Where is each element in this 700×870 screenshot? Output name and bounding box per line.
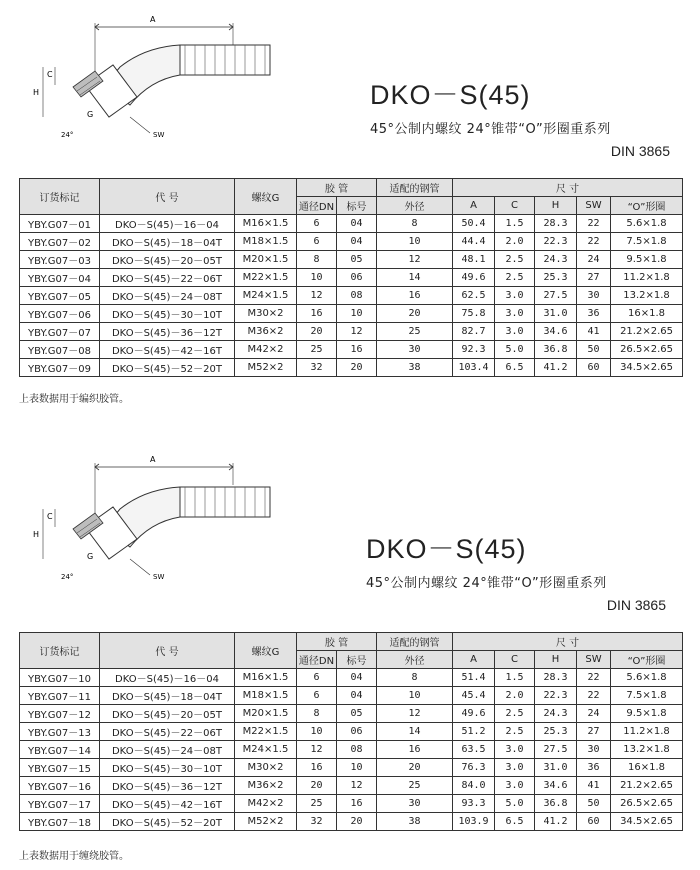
order-cell: YBY.G07－06: [20, 305, 100, 323]
hose-mark-cell: 12: [337, 777, 377, 795]
hose-mark-cell: 04: [337, 669, 377, 687]
pipe-od-cell: 38: [377, 359, 453, 377]
header-o-ring: “O”形圈: [611, 197, 683, 215]
pipe-od-cell: 20: [377, 305, 453, 323]
thread-cell: M52×2: [235, 813, 297, 831]
thread-cell: M20×1.5: [235, 251, 297, 269]
dim-a-cell: 51.2: [453, 723, 495, 741]
dim-h-cell: 24.3: [535, 705, 577, 723]
table-row: [20, 233, 683, 251]
dim-sw-cell: 60: [577, 359, 611, 377]
dim-label-sw: SW: [153, 131, 165, 139]
pipe-od-cell: 10: [377, 687, 453, 705]
dim-a-cell: 50.4: [453, 215, 495, 233]
dim-a-cell: 93.3: [453, 795, 495, 813]
hose-dn-cell: 6: [297, 669, 337, 687]
hose-dn-cell: 12: [297, 287, 337, 305]
dim-h-cell: 36.8: [535, 341, 577, 359]
thread-cell: M52×2: [235, 359, 297, 377]
dim-h-cell: 28.3: [535, 215, 577, 233]
code-cell: DKO－S(45)－52－20T: [100, 359, 235, 377]
pipe-od-cell: 30: [377, 795, 453, 813]
table-row: [20, 759, 683, 777]
hose-dn-cell: 20: [297, 777, 337, 795]
o-ring-cell: 16×1.8: [611, 759, 683, 777]
header-thread: 螺纹G: [235, 179, 297, 215]
fitting-drawing-1: [25, 5, 325, 145]
dim-label-g: G: [87, 110, 94, 119]
order-cell: YBY.G07－11: [20, 687, 100, 705]
code-cell: DKO－S(45)－22－06T: [100, 723, 235, 741]
table-row: [20, 723, 683, 741]
dim-a-cell: 62.5: [453, 287, 495, 305]
code-cell: DKO－S(45)－20－05T: [100, 705, 235, 723]
dim-h-cell: 31.0: [535, 305, 577, 323]
order-cell: YBY.G07－07: [20, 323, 100, 341]
table-row: [20, 305, 683, 323]
table-row: [20, 341, 683, 359]
hose-dn-cell: 6: [297, 687, 337, 705]
dim-c-cell: 2.0: [495, 687, 535, 705]
thread-cell: M18×1.5: [235, 233, 297, 251]
code-cell: DKO－S(45)－24－08T: [100, 287, 235, 305]
standard: DIN 3865: [606, 597, 666, 613]
dim-h-cell: 41.2: [535, 359, 577, 377]
thread-cell: M24×1.5: [235, 287, 297, 305]
dim-h-cell: 31.0: [535, 759, 577, 777]
dim-label-sw: SW: [153, 573, 165, 581]
hose-mark-cell: 04: [337, 233, 377, 251]
o-ring-cell: 7.5×1.8: [611, 233, 683, 251]
code-cell: DKO－S(45)－18－04T: [100, 687, 235, 705]
code-cell: DKO－S(45)－22－06T: [100, 269, 235, 287]
code-cell: DKO－S(45)－36－12T: [100, 323, 235, 341]
dim-c-cell: 2.5: [495, 269, 535, 287]
dim-c-cell: 2.5: [495, 705, 535, 723]
dim-h-cell: 22.3: [535, 687, 577, 705]
dim-h-cell: 34.6: [535, 777, 577, 795]
code-cell: DKO－S(45)－52－20T: [100, 813, 235, 831]
header-h: H: [535, 197, 577, 215]
dim-h-cell: 41.2: [535, 813, 577, 831]
table-row: [20, 741, 683, 759]
hose-mark-cell: 04: [337, 687, 377, 705]
hose-dn-cell: 8: [297, 705, 337, 723]
header-sw: SW: [577, 651, 611, 669]
table-note: 上表数据用于编织胶管。: [19, 394, 129, 405]
table-row: [20, 669, 683, 687]
thread-cell: M42×2: [235, 341, 297, 359]
table-row: [20, 215, 683, 233]
table-row: [20, 251, 683, 269]
dim-c-cell: 2.5: [495, 723, 535, 741]
hose-mark-cell: 16: [337, 341, 377, 359]
pipe-od-cell: 30: [377, 341, 453, 359]
spec-section-2: [0, 435, 700, 870]
dim-a-cell: 84.0: [453, 777, 495, 795]
table-row: [20, 777, 683, 795]
dim-a-cell: 49.6: [453, 705, 495, 723]
hose-mark-cell: 10: [337, 759, 377, 777]
hose-dn-cell: 10: [297, 269, 337, 287]
pipe-od-cell: 12: [377, 251, 453, 269]
hose-dn-cell: 32: [297, 359, 337, 377]
header-hose-dn: 通径DN: [297, 651, 337, 669]
order-cell: YBY.G07－17: [20, 795, 100, 813]
o-ring-cell: 7.5×1.8: [611, 687, 683, 705]
dim-h-cell: 25.3: [535, 269, 577, 287]
dim-a-cell: 63.5: [453, 741, 495, 759]
dim-sw-cell: 22: [577, 669, 611, 687]
header-pipe: 适配的钢管: [377, 179, 453, 197]
table-row: [20, 705, 683, 723]
code-cell: DKO－S(45)－24－08T: [100, 741, 235, 759]
o-ring-cell: 26.5×2.65: [611, 795, 683, 813]
model-title: DKO－S(45): [370, 80, 531, 110]
pipe-od-cell: 8: [377, 215, 453, 233]
header-code: 代 号: [100, 179, 235, 215]
dim-a-cell: 51.4: [453, 669, 495, 687]
dim-label-a: A: [150, 15, 156, 24]
thread-cell: M30×2: [235, 305, 297, 323]
dim-sw-cell: 30: [577, 287, 611, 305]
code-cell: DKO－S(45)－30－10T: [100, 305, 235, 323]
dim-a-cell: 103.4: [453, 359, 495, 377]
code-cell: DKO－S(45)－36－12T: [100, 777, 235, 795]
header-hose-mark: 标号: [337, 651, 377, 669]
order-cell: YBY.G07－03: [20, 251, 100, 269]
header-hose-dn: 通径DN: [297, 197, 337, 215]
o-ring-cell: 5.6×1.8: [611, 669, 683, 687]
header-a: A: [453, 651, 495, 669]
hose-dn-cell: 8: [297, 251, 337, 269]
pipe-od-cell: 8: [377, 669, 453, 687]
dim-h-cell: 34.6: [535, 323, 577, 341]
pipe-od-cell: 10: [377, 233, 453, 251]
title-block-2: [366, 527, 666, 613]
dim-c-cell: 5.0: [495, 341, 535, 359]
dim-h-cell: 24.3: [535, 251, 577, 269]
pipe-od-cell: 14: [377, 723, 453, 741]
order-cell: YBY.G07－02: [20, 233, 100, 251]
header-c: C: [495, 197, 535, 215]
thread-cell: M16×1.5: [235, 669, 297, 687]
o-ring-cell: 13.2×1.8: [611, 741, 683, 759]
thread-cell: M42×2: [235, 795, 297, 813]
hose-mark-cell: 16: [337, 795, 377, 813]
dim-sw-cell: 36: [577, 305, 611, 323]
hose-dn-cell: 16: [297, 759, 337, 777]
fitting-drawing-2: [25, 445, 325, 595]
header-c: C: [495, 651, 535, 669]
header-pipe: 适配的钢管: [377, 633, 453, 651]
header-dims: 尺 寸: [453, 179, 683, 197]
dim-label-a: A: [150, 455, 156, 464]
dim-c-cell: 2.5: [495, 251, 535, 269]
order-cell: YBY.G07－13: [20, 723, 100, 741]
dim-c-cell: 1.5: [495, 669, 535, 687]
header-sw: SW: [577, 197, 611, 215]
dim-sw-cell: 24: [577, 251, 611, 269]
thread-cell: M24×1.5: [235, 741, 297, 759]
hose-dn-cell: 32: [297, 813, 337, 831]
dim-sw-cell: 27: [577, 269, 611, 287]
dim-label-angle: 24°: [61, 131, 74, 139]
pipe-od-cell: 25: [377, 777, 453, 795]
thread-cell: M36×2: [235, 777, 297, 795]
order-cell: YBY.G07－08: [20, 341, 100, 359]
order-cell: YBY.G07－14: [20, 741, 100, 759]
title-block-1: [370, 73, 670, 159]
dim-sw-cell: 50: [577, 341, 611, 359]
header-dims: 尺 寸: [453, 633, 683, 651]
hose-dn-cell: 20: [297, 323, 337, 341]
dim-sw-cell: 41: [577, 323, 611, 341]
order-cell: YBY.G07－10: [20, 669, 100, 687]
o-ring-cell: 21.2×2.65: [611, 777, 683, 795]
dim-sw-cell: 50: [577, 795, 611, 813]
hose-mark-cell: 08: [337, 741, 377, 759]
header-hose-mark: 标号: [337, 197, 377, 215]
header-h: H: [535, 651, 577, 669]
code-cell: DKO－S(45)－20－05T: [100, 251, 235, 269]
header-a: A: [453, 197, 495, 215]
dim-h-cell: 28.3: [535, 669, 577, 687]
dim-sw-cell: 22: [577, 233, 611, 251]
dim-label-h: H: [33, 530, 40, 539]
dim-label-angle: 24°: [61, 573, 74, 581]
hose-mark-cell: 06: [337, 269, 377, 287]
order-cell: YBY.G07－09: [20, 359, 100, 377]
pipe-od-cell: 38: [377, 813, 453, 831]
dim-sw-cell: 41: [577, 777, 611, 795]
code-cell: DKO－S(45)－42－16T: [100, 795, 235, 813]
dim-sw-cell: 36: [577, 759, 611, 777]
dim-a-cell: 76.3: [453, 759, 495, 777]
dim-a-cell: 103.9: [453, 813, 495, 831]
dim-h-cell: 36.8: [535, 795, 577, 813]
header-code: 代 号: [100, 633, 235, 669]
table-body: [20, 215, 683, 377]
pipe-od-cell: 16: [377, 741, 453, 759]
thread-cell: M16×1.5: [235, 215, 297, 233]
dim-label-g: G: [87, 552, 94, 561]
spec-table-1: [19, 178, 683, 377]
o-ring-cell: 21.2×2.65: [611, 323, 683, 341]
dim-sw-cell: 27: [577, 723, 611, 741]
order-cell: YBY.G07－04: [20, 269, 100, 287]
dim-a-cell: 92.3: [453, 341, 495, 359]
dim-a-cell: 45.4: [453, 687, 495, 705]
dim-c-cell: 5.0: [495, 795, 535, 813]
subtitle: 45°公制内螺纹 24°锥带“O”形圈重系列: [366, 576, 607, 591]
table-note: 上表数据用于缠绕胶管。: [19, 851, 129, 862]
table-row: [20, 359, 683, 377]
o-ring-cell: 5.6×1.8: [611, 215, 683, 233]
dim-c-cell: 2.0: [495, 233, 535, 251]
code-cell: DKO－S(45)－42－16T: [100, 341, 235, 359]
dim-c-cell: 3.0: [495, 287, 535, 305]
o-ring-cell: 16×1.8: [611, 305, 683, 323]
o-ring-cell: 34.5×2.65: [611, 359, 683, 377]
hose-dn-cell: 10: [297, 723, 337, 741]
model-title: DKO－S(45): [366, 534, 527, 564]
dim-a-cell: 75.8: [453, 305, 495, 323]
dim-sw-cell: 22: [577, 687, 611, 705]
order-cell: YBY.G07－12: [20, 705, 100, 723]
hose-mark-cell: 05: [337, 251, 377, 269]
order-cell: YBY.G07－16: [20, 777, 100, 795]
dim-a-cell: 49.6: [453, 269, 495, 287]
hose-dn-cell: 6: [297, 233, 337, 251]
order-cell: YBY.G07－15: [20, 759, 100, 777]
hose-mark-cell: 20: [337, 813, 377, 831]
hose-dn-cell: 6: [297, 215, 337, 233]
subtitle: 45°公制内螺纹 24°锥带“O”形圈重系列: [370, 122, 611, 137]
hose-mark-cell: 04: [337, 215, 377, 233]
dim-a-cell: 48.1: [453, 251, 495, 269]
dim-h-cell: 27.5: [535, 287, 577, 305]
hose-mark-cell: 08: [337, 287, 377, 305]
table-row: [20, 287, 683, 305]
pipe-od-cell: 16: [377, 287, 453, 305]
table-row: [20, 687, 683, 705]
header-hose: 胶 管: [297, 633, 377, 651]
dim-c-cell: 3.0: [495, 759, 535, 777]
o-ring-cell: 26.5×2.65: [611, 341, 683, 359]
dim-c-cell: 6.5: [495, 359, 535, 377]
code-cell: DKO－S(45)－30－10T: [100, 759, 235, 777]
header-o-ring: “O”形圈: [611, 651, 683, 669]
thread-cell: M22×1.5: [235, 269, 297, 287]
dim-label-c: C: [47, 512, 53, 521]
dim-c-cell: 6.5: [495, 813, 535, 831]
dim-a-cell: 82.7: [453, 323, 495, 341]
hose-mark-cell: 12: [337, 323, 377, 341]
hose-dn-cell: 25: [297, 795, 337, 813]
header-hose: 胶 管: [297, 179, 377, 197]
code-cell: DKO－S(45)－16－04: [100, 215, 235, 233]
o-ring-cell: 34.5×2.65: [611, 813, 683, 831]
pipe-od-cell: 25: [377, 323, 453, 341]
order-cell: YBY.G07－01: [20, 215, 100, 233]
thread-cell: M20×1.5: [235, 705, 297, 723]
o-ring-cell: 9.5×1.8: [611, 705, 683, 723]
hose-mark-cell: 06: [337, 723, 377, 741]
dim-h-cell: 27.5: [535, 741, 577, 759]
code-cell: DKO－S(45)－18－04T: [100, 233, 235, 251]
header-pipe-od: 外径: [377, 651, 453, 669]
dim-a-cell: 44.4: [453, 233, 495, 251]
hose-mark-cell: 20: [337, 359, 377, 377]
dim-sw-cell: 24: [577, 705, 611, 723]
hose-dn-cell: 12: [297, 741, 337, 759]
thread-cell: M22×1.5: [235, 723, 297, 741]
dim-c-cell: 3.0: [495, 323, 535, 341]
dim-c-cell: 3.0: [495, 741, 535, 759]
dim-sw-cell: 30: [577, 741, 611, 759]
dim-label-h: H: [33, 88, 40, 97]
order-cell: YBY.G07－18: [20, 813, 100, 831]
thread-cell: M36×2: [235, 323, 297, 341]
table-row: [20, 813, 683, 831]
table-body: [20, 669, 683, 831]
pipe-od-cell: 20: [377, 759, 453, 777]
dim-sw-cell: 22: [577, 215, 611, 233]
o-ring-cell: 13.2×1.8: [611, 287, 683, 305]
header-pipe-od: 外径: [377, 197, 453, 215]
code-cell: DKO－S(45)－16－04: [100, 669, 235, 687]
dim-label-c: C: [47, 70, 53, 79]
dim-sw-cell: 60: [577, 813, 611, 831]
o-ring-cell: 11.2×1.8: [611, 723, 683, 741]
hose-dn-cell: 16: [297, 305, 337, 323]
pipe-od-cell: 14: [377, 269, 453, 287]
table-row: [20, 323, 683, 341]
header-order-mark: 订货标记: [20, 633, 100, 669]
dim-h-cell: 25.3: [535, 723, 577, 741]
order-cell: YBY.G07－05: [20, 287, 100, 305]
header-order-mark: 订货标记: [20, 179, 100, 215]
thread-cell: M18×1.5: [235, 687, 297, 705]
dim-h-cell: 22.3: [535, 233, 577, 251]
dim-c-cell: 3.0: [495, 777, 535, 795]
standard: DIN 3865: [610, 143, 670, 159]
o-ring-cell: 9.5×1.8: [611, 251, 683, 269]
header-thread: 螺纹G: [235, 633, 297, 669]
thread-cell: M30×2: [235, 759, 297, 777]
spec-table-2: [19, 632, 683, 831]
table-row: [20, 269, 683, 287]
spec-section-1: [0, 0, 700, 420]
hose-mark-cell: 10: [337, 305, 377, 323]
pipe-od-cell: 12: [377, 705, 453, 723]
dim-c-cell: 3.0: [495, 305, 535, 323]
hose-dn-cell: 25: [297, 341, 337, 359]
table-row: [20, 795, 683, 813]
hose-mark-cell: 05: [337, 705, 377, 723]
o-ring-cell: 11.2×1.8: [611, 269, 683, 287]
dim-c-cell: 1.5: [495, 215, 535, 233]
